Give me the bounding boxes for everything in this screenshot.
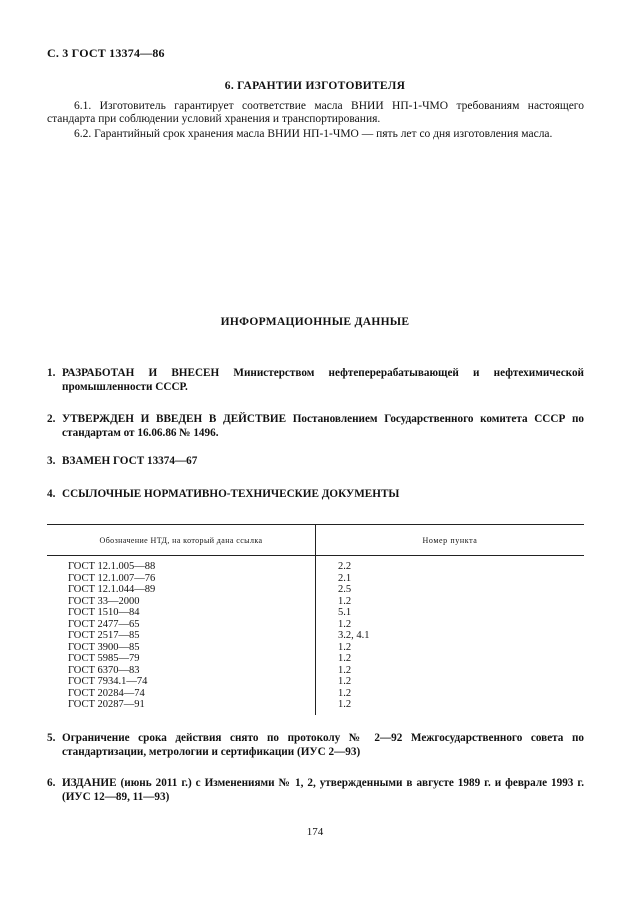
info-item-number: 6. [47,777,56,789]
info-item-text: Министерством нефтеперерабатывающей и нефтехимической промышленности СССР. [62,367,584,393]
table-cell-point: 5.1 [338,607,352,618]
info-item-5 [47,732,584,759]
table-cell-document: ГОСТ 12.1.005—88 [68,561,156,572]
table-cell-document: ГОСТ 3900—85 [68,641,140,653]
info-item-text: Ограничение срока действия снято по протоколу № 2—92 Межгосударственного совета по стандартизации, метрологии и сертификации (ИУС 2—93) [62,732,584,758]
paragraph-6-2 [47,128,584,141]
column-header-document: Обозначение НТД, на который дана ссылка [47,525,316,555]
reference-documents-table [47,524,584,715]
column-header-point: Номер пункта [422,535,478,545]
page-number: 174 [306,826,324,838]
paragraph-6-2-text: 6.2. Гарантийный срок хранения масла ВНИИ НП-1-ЧМО — пять лет со дня изготовления масла. [74,128,553,140]
table-header [47,525,584,556]
table-cell-document: ГОСТ 20284—74 [68,687,145,699]
info-item-4 [47,488,584,502]
info-item-lead: ИЗДАНИЕ [62,777,117,789]
table-cell-document: ГОСТ 6370—83 [68,664,140,676]
info-item-1 [47,367,584,394]
info-item-number: 4. [47,488,56,500]
table-cell-document: ГОСТ 12.1.007—76 [68,572,156,584]
table-cell-document: ГОСТ 2517—85 [68,630,140,641]
section-6-title: 6. ГАРАНТИИ ИЗГОТОВИТЕЛЯ [224,80,406,92]
info-item-lead: УТВЕРЖДЕН И ВВЕДЕН В ДЕЙСТВИЕ [62,413,287,425]
table-cell-point: 2.2 [338,561,352,572]
paragraph-6-1-text: 6.1. Изготовитель гарантирует соответствие масла ВНИИ НП-1-ЧМО требованиям настоящего стандарта при соблюдении условий хранения и транспортирования. [47,100,584,125]
table-cell-point: 1.2 [338,641,352,653]
table-cell-point: 1.2 [338,618,352,630]
info-item-lead: РАЗРАБОТАН И ВНЕСЕН [62,367,220,379]
table-cell-document: ГОСТ 2477—65 [68,618,140,630]
table-cell-document: ГОСТ 7934.1—74 [68,676,148,687]
info-data-title: ИНФОРМАЦИОННЫЕ ДАННЫЕ [220,316,410,328]
info-item-number: 5. [47,732,56,744]
info-item-lead: ВЗАМЕН ГОСТ 13374—67 [62,455,198,467]
table-cell-point: 1.2 [338,595,352,607]
info-item-lead: ССЫЛОЧНЫЕ НОРМАТИВНО-ТЕХНИЧЕСКИЕ ДОКУМЕНТЫ [62,488,400,500]
info-item-text: Постановлением Государственного комитета СССР по стандартам от 16.06.86 № 1496. [62,413,584,439]
table-cell-point: 1.2 [338,687,352,699]
table-cell-document: ГОСТ 20287—91 [68,699,145,710]
table-cell-document: ГОСТ 5985—79 [68,653,140,664]
info-item-number: 3. [47,455,56,467]
table-cell-point: 2.1 [338,572,352,584]
info-item-2 [47,413,584,440]
info-item-3 [47,455,584,469]
table-cell-document: ГОСТ 1510—84 [68,607,140,618]
info-item-number: 1. [47,367,56,379]
table-cell-document: ГОСТ 12.1.044—89 [68,584,156,595]
table-cell-point: 1.2 [338,699,352,710]
table-cell-point: 1.2 [338,676,352,687]
column-documents [47,556,316,715]
table-cell-point: 2.5 [338,584,352,595]
table-cell-point: 3.2, 4.1 [338,630,370,641]
info-item-6 [47,777,584,804]
column-points [316,556,584,715]
info-item-number: 2. [47,413,56,425]
table-cell-point: 1.2 [338,653,352,664]
paragraph-6-1 [47,100,584,126]
table-cell-document: ГОСТ 33—2000 [68,595,140,607]
table-cell-point: 1.2 [338,664,352,676]
table-body [47,556,584,715]
running-header: С. 3 ГОСТ 13374—86 [47,46,165,60]
info-item-text: (июнь 2011 г.) с Изменениями № 1, 2, утвержденными в августе 1989 г. и феврале 1993 г. (ИУС 12—89, 11—93) [62,777,584,803]
